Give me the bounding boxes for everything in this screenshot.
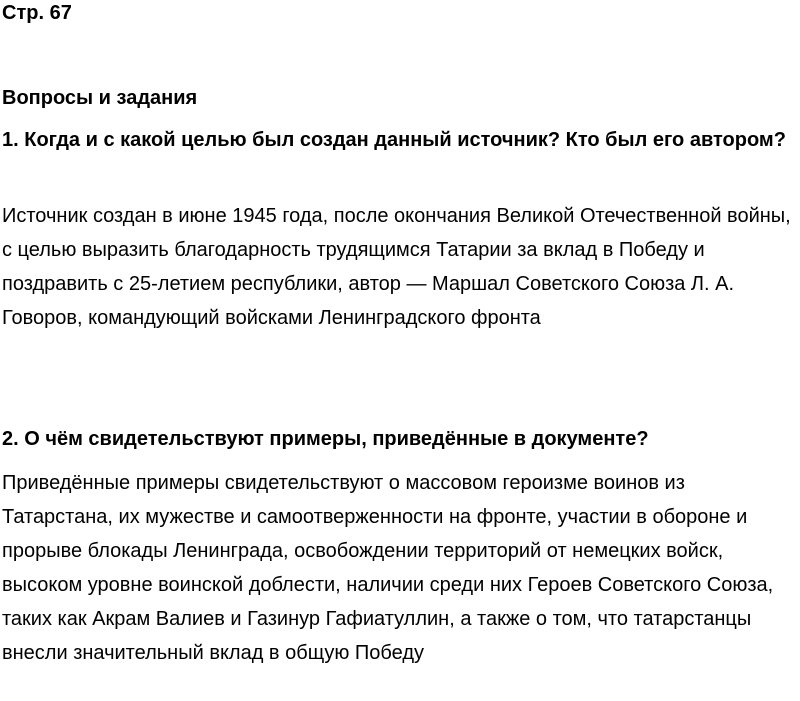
answer-2: Приведённые примеры свидетельствуют о массовом героизме воинов из Татарстана, их мужестве и самоотверженности на фронте, участии в обороне и прорыве блокады Ленинграда, освобождении территорий от немецких войск, высоком уровне воинской доблести, наличии среди них Героев Советского Союза, таких как Акрам Валиев и Газинур Гафиатуллин, а также о том, что татарстанцы внесли значительный вклад в общую Победу — [2, 472, 774, 664]
answer-1: Источник создан в июне 1945 года, после окончания Великой Отечественной войны, с целью выразить благодарность трудящимся Татарии за вклад в Победу и поздравить с 25-летием республики, автор — Маршал Советского Союза Л. А. Говоров, командующий войсками Ленинградского фронта — [2, 205, 791, 329]
question-2: 2. О чём свидетельствуют примеры, приведённые в документе? — [2, 428, 649, 450]
section-title: Вопросы и задания — [2, 87, 198, 109]
page-number: Стр. 67 — [2, 2, 72, 24]
question-1: 1. Когда и с какой целью был создан данный источник? Кто был его автором? — [2, 129, 786, 151]
